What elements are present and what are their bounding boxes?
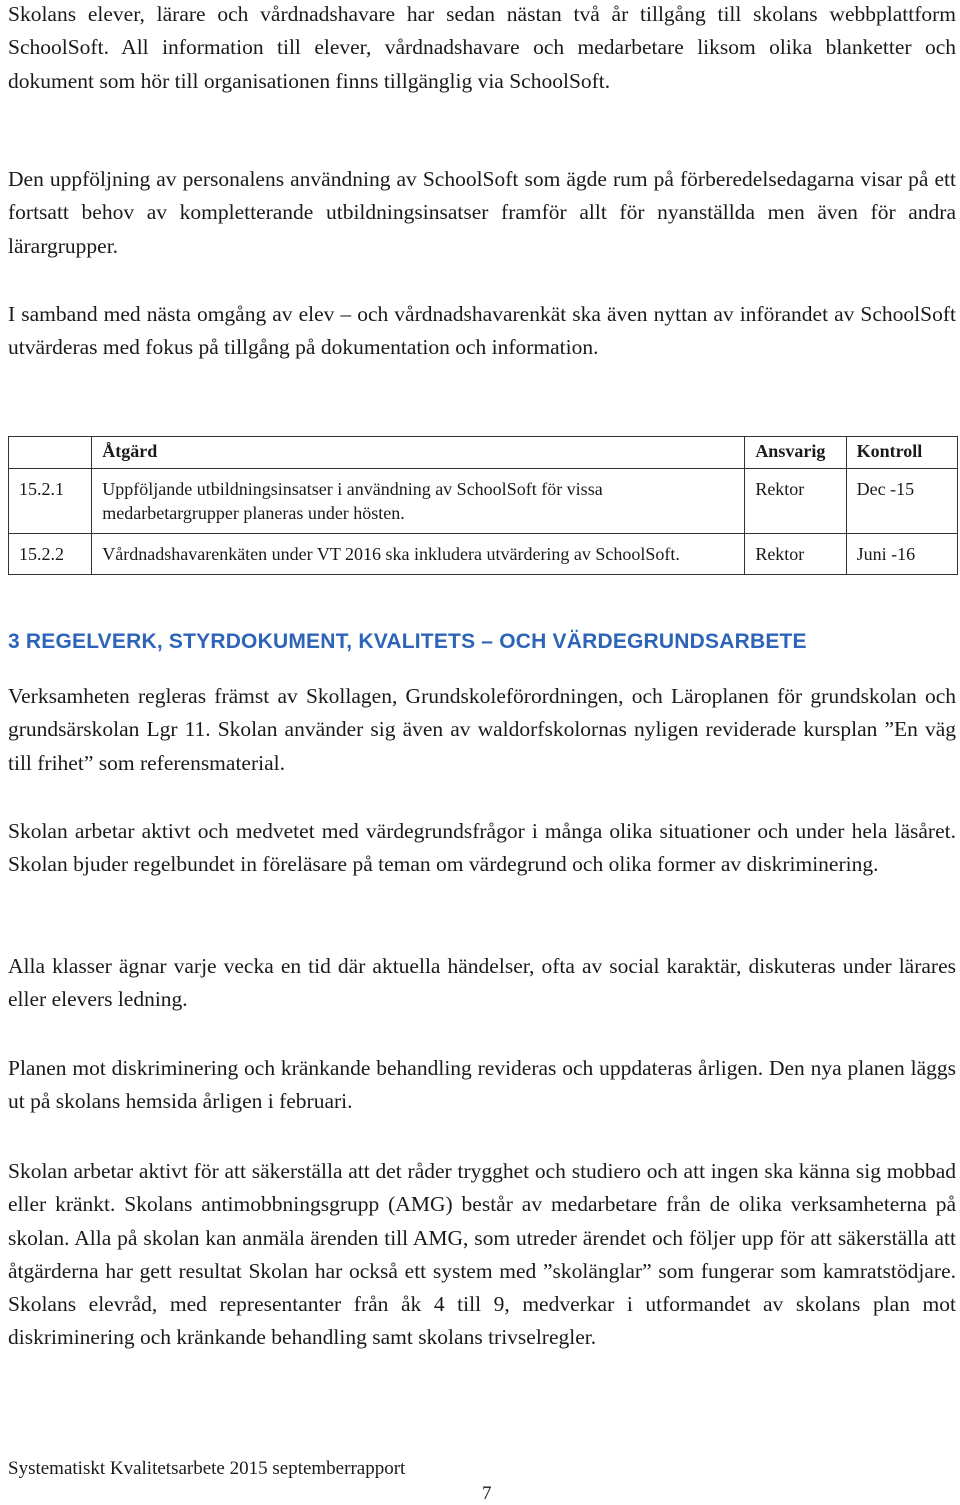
cell-action: Vårdnadshavarenkäten under VT 2016 ska inkludera utvärdering av SchoolSoft.	[92, 534, 745, 575]
paragraph-regulations: Verksamheten regleras främst av Skollagen, Grundskoleförordningen, och Läroplanen för grundskolan och grundsärskolan Lgr 11. Skolan använder sig även av waldorfskolornas nyligen reviderade kursplan ”En väg till frihet” som referensmaterial.	[8, 684, 956, 775]
header-action: Åtgärd	[92, 437, 745, 469]
cell-action: Uppföljande utbildningsinsatser i användning av SchoolSoft för vissa medarbetargrupper planeras under hösten.	[92, 469, 745, 534]
header-responsible: Ansvarig	[745, 437, 846, 469]
table-header-row	[9, 437, 958, 469]
paragraph-schoolsoft-intro: Skolans elever, lärare och vårdnadshavare har sedan nästan två år tillgång till skolans webbplattform SchoolSoft. All information till elever, vårdnadshavare och medarbetare liksom olika blanketter och dokument som hör till organisationen finns tillgänglig via SchoolSoft.	[8, 2, 956, 93]
cell-number: 15.2.1	[9, 469, 92, 534]
cell-responsible: Rektor	[745, 534, 846, 575]
paragraph-schoolsoft-followup: Den uppföljning av personalens användning av SchoolSoft som ägde rum på förberedelsedagarna visar på ett fortsatt behov av kompletterande utbildningsinsatser framför allt för nyanställda men även för andra lärargrupper.	[8, 167, 956, 258]
table-row	[9, 534, 958, 575]
paragraph-weekly-discussion: Alla klasser ägnar varje vecka en tid där aktuella händelser, ofta av social karaktär, diskuteras under lärares eller elevers ledning.	[8, 954, 956, 1012]
page-number: 7	[482, 1483, 492, 1504]
footer-title: Systematiskt Kvalitetsarbete 2015 septemberrapport	[8, 1458, 406, 1479]
section-title: REGELVERK, STYRDOKUMENT, KVALITETS – OCH VÄRDEGRUNDSARBETE	[25, 630, 807, 653]
cell-followup: Dec -15	[846, 469, 957, 534]
section-heading	[8, 630, 807, 654]
table-row	[9, 469, 958, 534]
action-table	[8, 436, 958, 575]
paragraph-values-work: Skolan arbetar aktivt och medvetet med värdegrundsfrågor i många olika situationer och under hela läsåret. Skolan bjuder regelbundet in föreläsare på teman om värdegrund och olika former av diskriminering.	[8, 819, 956, 877]
section-number: 3	[8, 630, 20, 653]
header-number	[9, 437, 92, 469]
cell-responsible: Rektor	[745, 469, 846, 534]
paragraph-discrimination-plan: Planen mot diskriminering och kränkande behandling revideras och uppdateras årligen. Den nya planen läggs ut på skolans hemsida årligen i februari.	[8, 1056, 956, 1114]
paragraph-survey-evaluation: I samband med nästa omgång av elev – och vårdnadshavarenkät ska även nyttan av införandet av SchoolSoft utvärderas med fokus på tillgång på dokumentation och information.	[8, 302, 956, 360]
cell-number: 15.2.2	[9, 534, 92, 575]
header-followup: Kontroll	[846, 437, 957, 469]
cell-followup: Juni -16	[846, 534, 957, 575]
paragraph-anti-bullying: Skolan arbetar aktivt för att säkerställa att det råder trygghet och studiero och att ingen ska känna sig mobbad eller kränkt. Skolans antimobbningsgrupp (AMG) består av medarbetare från de olika verksamheterna på skolan. Alla på skolan kan anmäla ärenden till AMG, som utreder ärendet och följer upp för att säkerställa att åtgärderna har gett resultat Skolan har också ett system med ”skolänglar” som fungerar som kamratstödjare. Skolans elevråd, med representanter från åk 4 till 9, medverkar i utformandet av skolans plan mot diskriminering och kränkande behandling samt skolans trivselregler.	[8, 1159, 956, 1350]
